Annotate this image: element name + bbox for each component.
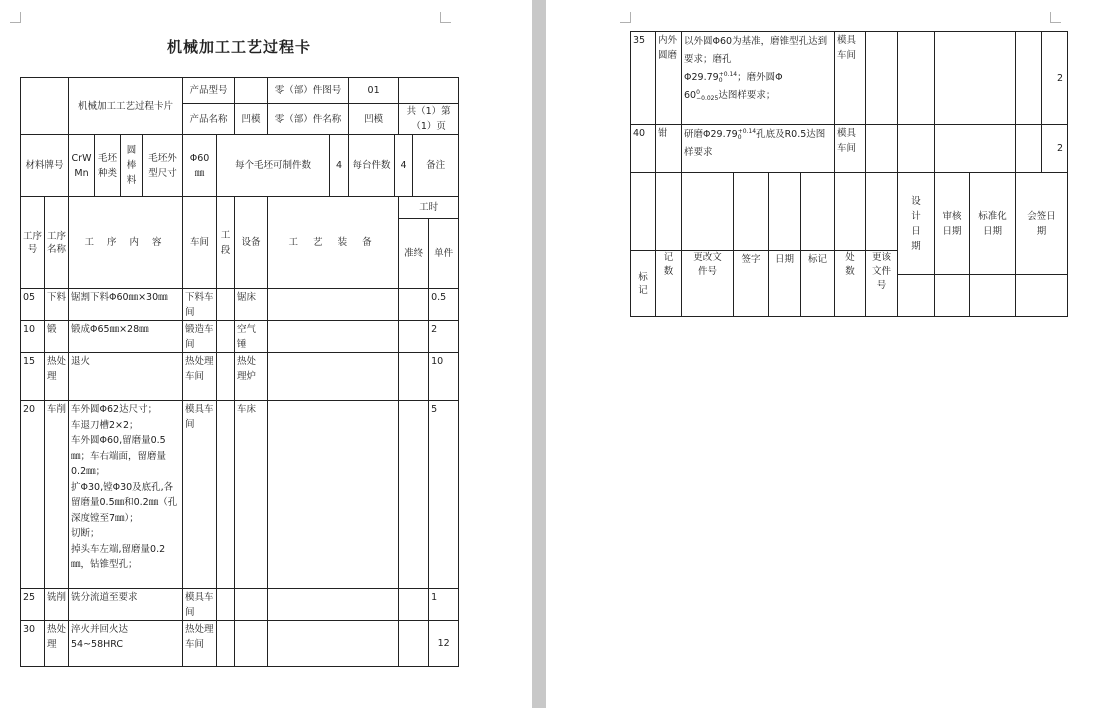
row-unit: 10 <box>429 353 459 401</box>
review-date-label: 审核日期 <box>935 173 970 275</box>
row-workshop: 下料车间 <box>183 289 217 321</box>
row-content: 铣分流道至要求 <box>69 589 183 621</box>
row-content: 车外圆Φ62达尺寸； 车退刀槽2×2； 车外圆Φ60,留磨量0.5㎜；车右端面，留磨量0.2㎜； 扩Φ30,镗Φ30及底孔,各留磨量0.5㎜和0.2㎜（孔深度镗至7㎜）； 切断； 掉头车左端,留磨量0.2㎜，钻锥型孔； <box>69 401 183 589</box>
row-prep <box>399 289 429 321</box>
material-grade: CrWMn <box>69 135 95 197</box>
blank-cell <box>898 275 935 317</box>
row-equipment <box>235 621 268 667</box>
countersign-date-label: 会签日期 <box>1016 173 1068 275</box>
col-op-no: 工序号 <box>21 197 45 289</box>
part-name-label: 零（部）件名称 <box>268 104 349 135</box>
col-op-name: 工序名称 <box>45 197 69 289</box>
design-date-label: 设计日期 <box>898 173 935 275</box>
row-tooling <box>935 32 1016 125</box>
crop-mark <box>620 12 631 23</box>
row-workshop: 热处理车间 <box>183 621 217 667</box>
page-count: 共（1）第（1）页 <box>399 104 459 135</box>
row-equipment: 锯床 <box>235 289 268 321</box>
blank-cell <box>866 173 898 251</box>
blank-cell <box>970 275 1016 317</box>
product-model <box>235 78 268 104</box>
content-text: ；磨外圆Φ <box>737 72 783 83</box>
row-workshop: 模具车间 <box>183 589 217 621</box>
row-op-name: 铣削 <box>45 589 69 621</box>
blank-type: 圆棒料 <box>121 135 143 197</box>
per-blank-label: 每个毛坯可制件数 <box>217 135 330 197</box>
row-tooling <box>268 621 399 667</box>
standard-date-label: 标准化日期 <box>970 173 1016 275</box>
part-name: 凹模 <box>349 104 399 135</box>
row-op-no: 20 <box>21 401 45 589</box>
product-name-label: 产品名称 <box>183 104 235 135</box>
per-unit: 4 <box>395 135 413 197</box>
row-op-no: 30 <box>21 621 45 667</box>
row-prep <box>399 401 429 589</box>
tolerance-upper: +0.14 <box>737 127 757 135</box>
row-op-name: 下料 <box>45 289 69 321</box>
blank-cell <box>682 173 734 251</box>
remark-label: 备注 <box>413 135 459 197</box>
row-op-no: 15 <box>21 353 45 401</box>
part-no-label: 零（部）件图号 <box>268 78 349 104</box>
row-prep <box>399 353 429 401</box>
crop-mark <box>10 12 21 23</box>
blank-cell <box>734 173 769 251</box>
table-row <box>21 401 459 589</box>
row-section <box>217 401 235 589</box>
row-tooling <box>268 589 399 621</box>
change-doc-label: 更改文件号 <box>682 251 734 317</box>
row-section <box>217 589 235 621</box>
content-dimension: Φ29.79 <box>684 72 719 83</box>
row-unit: 2 <box>1042 125 1068 173</box>
row-content: 锯割下料Φ60㎜×30㎜ <box>69 289 183 321</box>
process-card-table <box>20 77 459 667</box>
col-hours: 工时 <box>399 197 459 219</box>
header-blank <box>21 78 69 135</box>
row-content <box>682 125 835 173</box>
material-grade-label: 材料牌号 <box>21 135 69 197</box>
page-separator <box>532 0 546 708</box>
col-equipment: 设备 <box>235 197 268 289</box>
row-tooling <box>268 321 399 353</box>
blank-cell <box>801 173 835 251</box>
blank-cell <box>631 173 656 251</box>
table-row <box>21 289 459 321</box>
row-section <box>217 353 235 401</box>
row-unit: 2 <box>1042 32 1068 125</box>
row-equipment: 空气锤 <box>235 321 268 353</box>
blank-cell <box>769 173 801 251</box>
change-doc2-label: 更该文件号 <box>866 251 898 317</box>
date-label: 日期 <box>769 251 801 317</box>
content-text: 达图样要求； <box>718 90 776 101</box>
col-content: 工 序 内 容 <box>69 197 183 289</box>
row-op-name: 热处理 <box>45 621 69 667</box>
blank-cell <box>835 173 866 251</box>
col-prep: 准终 <box>399 219 429 289</box>
per-blank: 4 <box>330 135 349 197</box>
row-equipment: 热处理炉 <box>235 353 268 401</box>
row-unit: 5 <box>429 401 459 589</box>
header-blank-2 <box>399 78 459 104</box>
row-content: 退火 <box>69 353 183 401</box>
content-dimension: 60 <box>684 90 697 101</box>
row-workshop: 模具车间 <box>183 401 217 589</box>
row-prep <box>1016 32 1042 125</box>
count2-label: 处数 <box>835 251 866 317</box>
row-section <box>866 32 898 125</box>
tolerance-lower: 0 <box>718 76 723 84</box>
row-equipment <box>898 125 935 173</box>
per-unit-label: 每台件数 <box>349 135 395 197</box>
row-prep <box>1016 125 1042 173</box>
row-unit: 2 <box>429 321 459 353</box>
table-row <box>21 321 459 353</box>
col-tooling: 工 艺 装 备 <box>268 197 399 289</box>
crop-mark <box>1050 12 1061 23</box>
row-section <box>217 621 235 667</box>
page-title: 机械加工工艺过程卡 <box>166 38 311 56</box>
crop-mark <box>440 12 451 23</box>
table-row <box>21 589 459 621</box>
count-label: 记数 <box>656 251 682 317</box>
row-op-no: 25 <box>21 589 45 621</box>
row-equipment <box>235 589 268 621</box>
row-op-name: 车削 <box>45 401 69 589</box>
blank-size: Φ60 ㎜ <box>183 135 217 197</box>
row-op-no: 35 <box>631 32 656 125</box>
content-dimension: 29.79 <box>710 129 738 140</box>
blank-cell <box>656 173 682 251</box>
row-equipment <box>898 32 935 125</box>
row-workshop: 热处理车间 <box>183 353 217 401</box>
blank-cell <box>935 275 970 317</box>
row-op-name: 锻 <box>45 321 69 353</box>
row-content <box>682 32 835 125</box>
card-name: 机械加工工艺过程卡片 <box>69 78 183 135</box>
tolerance-upper: +0.14 <box>718 70 738 78</box>
blank-cell <box>1016 275 1068 317</box>
row-unit: 0.5 <box>429 289 459 321</box>
table-row <box>21 621 459 667</box>
row-section <box>866 125 898 173</box>
row-content: 锻成Φ65㎜×28㎜ <box>69 321 183 353</box>
row-tooling <box>268 289 399 321</box>
row-content: 淬火并回火达54~58HRC <box>69 621 183 667</box>
content-text: 研磨Φ <box>684 129 711 140</box>
part-no: 01 <box>349 78 399 104</box>
tolerance-lower: −0.025 <box>696 94 719 102</box>
mark-label: 标记 <box>631 251 656 317</box>
row-prep <box>399 321 429 353</box>
row-prep <box>399 589 429 621</box>
tolerance-upper: 0 <box>696 88 700 96</box>
row-op-no: 40 <box>631 125 656 173</box>
col-workshop: 车间 <box>183 197 217 289</box>
table-row <box>631 32 1068 125</box>
row-equipment: 车床 <box>235 401 268 589</box>
row-tooling <box>935 125 1016 173</box>
product-name: 凹模 <box>235 104 268 135</box>
table-row <box>21 353 459 401</box>
process-card-table-continued <box>630 31 1068 317</box>
row-section <box>217 289 235 321</box>
content-text: 孔底及R0.5达图样要求 <box>684 129 826 158</box>
row-workshop: 锻造车间 <box>183 321 217 353</box>
row-tooling <box>268 353 399 401</box>
row-op-no: 10 <box>21 321 45 353</box>
row-workshop: 模具车间 <box>835 125 866 173</box>
mark2-label: 标记 <box>801 251 835 317</box>
row-unit: 12 <box>429 621 459 667</box>
row-op-name: 内外圆磨 <box>656 32 682 125</box>
table-row <box>631 125 1068 173</box>
col-unit: 单件 <box>429 219 459 289</box>
row-op-no: 05 <box>21 289 45 321</box>
row-section <box>217 321 235 353</box>
row-workshop: 模具车间 <box>835 32 866 125</box>
row-tooling <box>268 401 399 589</box>
row-op-name: 热处理 <box>45 353 69 401</box>
row-op-name: 钳 <box>656 125 682 173</box>
row-unit: 1 <box>429 589 459 621</box>
product-model-label: 产品型号 <box>183 78 235 104</box>
row-prep <box>399 621 429 667</box>
tolerance-lower: 0 <box>737 133 742 141</box>
blank-type-label: 毛坯种类 <box>95 135 121 197</box>
blank-size-label: 毛坯外型尺寸 <box>143 135 183 197</box>
sign-label: 签字 <box>734 251 769 317</box>
content-text: 以外圆Φ60为基准，磨锥型孔达到要求；磨孔 <box>684 36 828 65</box>
col-section: 工段 <box>217 197 235 289</box>
